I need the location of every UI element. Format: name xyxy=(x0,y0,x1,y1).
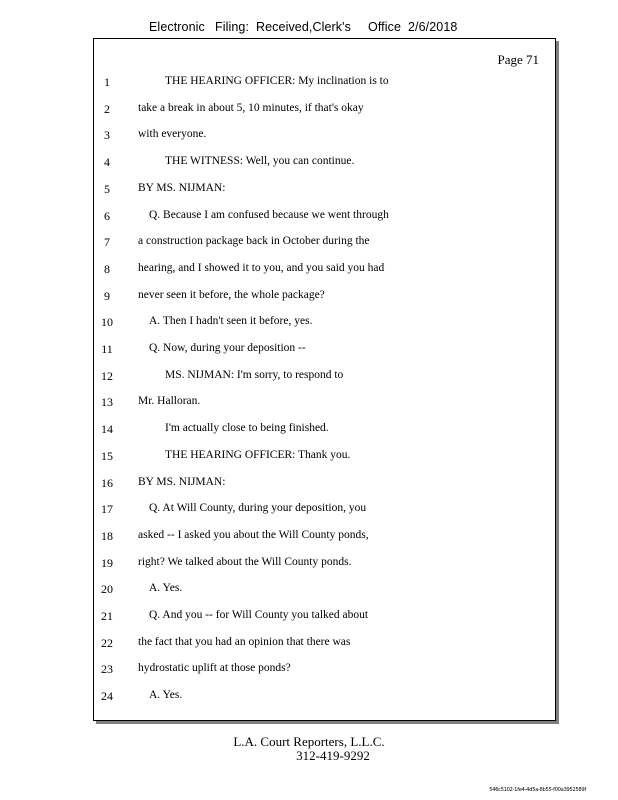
transcript-line xyxy=(94,128,555,144)
transcript-line xyxy=(94,636,555,652)
reporter-company: L.A. Court Reporters, L.L.C. xyxy=(233,734,385,749)
line-text: I'm actually close to being finished. xyxy=(165,422,329,435)
transcript-line xyxy=(94,182,555,198)
line-text: Q. Now, during your deposition -- xyxy=(149,342,306,354)
transcript-line xyxy=(94,395,555,411)
line-number: 15 xyxy=(101,448,113,463)
document-hash: 546c5102-1fe4-4d5a-8b55-f00a3952589f xyxy=(489,787,586,793)
line-number: 21 xyxy=(101,609,113,623)
line-number: 16 xyxy=(101,475,113,490)
transcript-line xyxy=(94,582,555,598)
line-number: 5 xyxy=(104,181,110,196)
line-number: 4 xyxy=(104,155,110,170)
transcript-line xyxy=(94,315,555,331)
line-number: 10 xyxy=(101,315,113,330)
line-number: 3 xyxy=(104,128,110,143)
line-number: 23 xyxy=(101,662,113,677)
line-text: Q. And you -- for Will County you talked about xyxy=(149,609,369,621)
line-text: asked -- I asked you about the Will County ponds, xyxy=(138,528,369,541)
line-text: BY MS. NIJMAN: xyxy=(138,475,226,488)
line-text: take a break in about 5, 10 minutes, if that's okay xyxy=(138,101,364,114)
line-number: 12 xyxy=(101,368,113,383)
line-text: Mr. Halloran. xyxy=(138,395,201,408)
transcript-line xyxy=(94,342,555,358)
line-number: 20 xyxy=(101,582,113,597)
transcript-line xyxy=(94,556,555,572)
line-number: 18 xyxy=(101,528,113,543)
transcript-line xyxy=(94,369,555,385)
stamp-filing: Filing: xyxy=(215,20,250,34)
line-number: 2 xyxy=(104,101,110,116)
line-text: A. Then I hadn't seen it before, yes. xyxy=(149,315,313,328)
transcript-line xyxy=(94,476,555,492)
page-number: Page 71 xyxy=(497,52,539,67)
line-text: with everyone. xyxy=(138,128,207,141)
transcript-line xyxy=(94,209,555,225)
line-number: 24 xyxy=(101,689,113,704)
transcript-line xyxy=(94,689,555,705)
transcript-line xyxy=(94,155,555,171)
line-text: THE WITNESS: Well, you can continue. xyxy=(165,155,355,168)
line-text: hydrostatic uplift at those ponds? xyxy=(138,662,291,675)
line-text: THE HEARING OFFICER: Thank you. xyxy=(165,448,351,461)
line-number: 22 xyxy=(101,635,113,650)
transcript-line xyxy=(94,502,555,518)
line-text: MS. NIJMAN: I'm sorry, to respond to xyxy=(165,368,344,381)
transcript-line xyxy=(94,529,555,545)
line-number: 19 xyxy=(101,555,113,570)
line-text: hearing, and I showed it to you, and you said you had xyxy=(138,261,385,274)
line-text: BY MS. NIJMAN: xyxy=(138,181,226,194)
line-number: 6 xyxy=(104,208,110,223)
line-number: 1 xyxy=(104,75,110,89)
transcript-line xyxy=(94,449,555,465)
line-number: 9 xyxy=(104,288,110,303)
line-text: A. Yes. xyxy=(149,582,183,595)
stamp-received: Received,Clerk's xyxy=(256,20,351,34)
line-number: 7 xyxy=(104,235,110,250)
filing-stamp xyxy=(149,20,469,34)
line-text: a construction package back in October during the xyxy=(138,235,370,248)
line-text: Q. At Will County, during your deposition, you xyxy=(149,502,367,515)
line-text: never seen it before, the whole package? xyxy=(138,288,325,301)
stamp-date: 2/6/2018 xyxy=(408,20,458,34)
line-number: 14 xyxy=(101,422,113,437)
line-text: Q. Because I am confused because we went through xyxy=(149,208,389,221)
stamp-office: Office xyxy=(368,20,402,34)
transcript-line xyxy=(94,609,555,625)
line-text: right? We talked about the Will County ponds. xyxy=(138,555,352,568)
line-text: A. Yes. xyxy=(149,689,183,702)
transcript-line xyxy=(94,75,555,91)
transcript-line xyxy=(94,235,555,251)
transcript-line xyxy=(94,102,555,118)
reporter-phone: 312-419-9292 xyxy=(296,748,370,763)
transcript-line xyxy=(94,262,555,278)
transcript-line xyxy=(94,662,555,678)
line-number: 11 xyxy=(101,342,113,356)
line-text: THE HEARING OFFICER: My inclination is to xyxy=(165,75,389,87)
transcript-page xyxy=(93,38,556,721)
transcript-line xyxy=(94,422,555,438)
line-number: 17 xyxy=(101,502,113,517)
line-number: 8 xyxy=(104,261,110,276)
line-number: 13 xyxy=(101,395,113,410)
transcript-line xyxy=(94,289,555,305)
line-text: the fact that you had an opinion that there was xyxy=(138,635,351,648)
page-footer xyxy=(0,735,618,763)
stamp-electronic: Electronic xyxy=(149,20,205,34)
